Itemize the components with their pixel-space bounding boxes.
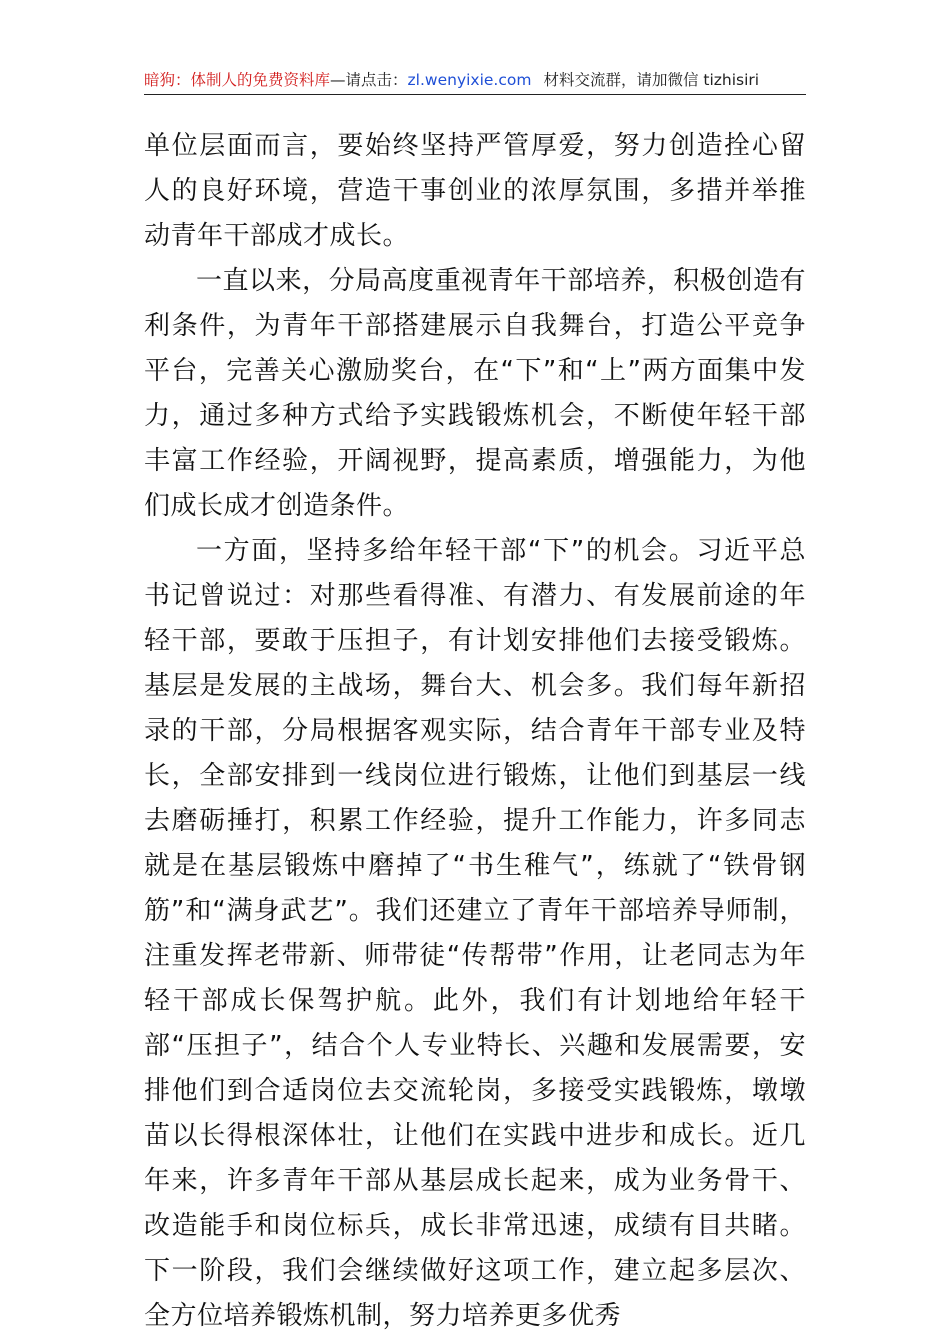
document-body: [144, 124, 806, 1339]
paragraph: 一方面，坚持多给年轻干部“下”的机会。习近平总书记曾说过：对那些看得准、有潜力、有发展前途的年轻干部，要敢于压担子，有计划安排他们去接受锻炼。基层是发展的主战场，舞台大、机会多。我们每年新招录的干部，分局根据客观实际，结合青年干部专业及特长，全部安排到一线岗位进行锻炼，让他们到基层一线去磨砺捶打，积累工作经验，提升工作能力，许多同志就是在基层锻炼中磨掉了“书生稚气”，练就了“铁骨钢筋”和“满身武艺”。我们还建立了青年干部培养导师制，注重发挥老带新、师带徒“传帮带”作用，让老同志为年轻干部成长保驾护航。此外，我们有计划地给年轻干部“压担子”，结合个人专业特长、兴趣和发展需要，安排他们到合适岗位去交流轮岗，多接受实践锻炼，墩墩苗以长得根深体壮，让他们在实践中进步和成长。近几年来，许多青年干部从基层成长起来，成为业务骨干、改造能手和岗位标兵，成长非常迅速，成绩有目共睹。下一阶段，我们会继续做好这项工作，建立起多层次、全方位培养锻炼机制，努力培养更多优秀: [144, 536, 806, 1331]
header-brand: 暗狗：体制人的免费资料库: [144, 71, 331, 89]
header-separator: —请点击：: [330, 71, 408, 89]
header-note: 材料交流群，请加微信 tizhisiri: [543, 71, 760, 89]
paragraph: 单位层面而言，要始终坚持严管厚爱，努力创造拴心留人的良好环境，营造干事创业的浓厚氛围，多措并举推动青年干部成才成长。: [144, 131, 806, 251]
header-link[interactable]: zl.wenyixie.com: [407, 71, 532, 89]
page-header: [144, 66, 806, 95]
paragraph: 一直以来，分局高度重视青年干部培养，积极创造有利条件，为青年干部搭建展示自我舞台，打造公平竞争平台，完善关心激励奖台，在“下”和“上”两方面集中发力，通过多种方式给予实践锻炼机会，不断使年轻干部丰富工作经验，开阔视野，提高素质，增强能力，为他们成长成才创造条件。: [144, 266, 806, 521]
